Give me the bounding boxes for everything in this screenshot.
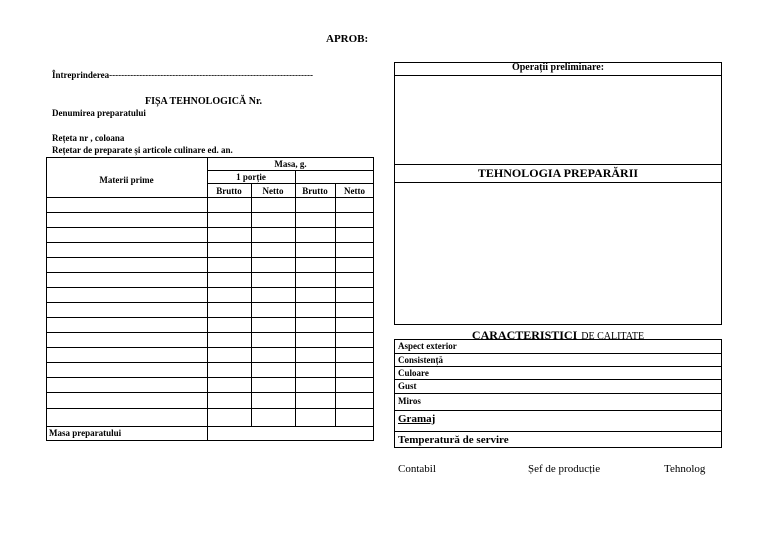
header-divider <box>207 170 374 171</box>
quality-smell: Miros <box>398 396 421 406</box>
table-row <box>46 362 374 363</box>
quality-consistency: Consistență <box>398 355 444 365</box>
portion-header: 1 porție <box>236 172 266 182</box>
column-divider <box>335 183 336 426</box>
quality-color: Culoare <box>398 368 429 378</box>
table-row <box>46 257 374 258</box>
preliminary-ops-title: Operații preliminare: <box>511 62 605 73</box>
column-divider <box>251 183 252 426</box>
table-row <box>46 272 374 273</box>
brutto-header: Brutto <box>216 186 242 196</box>
header-divider <box>207 183 374 184</box>
table-row <box>394 393 722 394</box>
product-name-label: Denumirea preparatului <box>52 108 146 118</box>
netto-header: Netto <box>344 186 365 196</box>
column-divider <box>295 170 296 426</box>
table-row <box>46 242 374 243</box>
quality-taste: Gust <box>398 381 417 391</box>
recipe-line: Rețeta nr , coloana <box>52 133 125 143</box>
quality-title-rest: DE CALITATE <box>581 331 645 342</box>
brutto-header: Brutto <box>302 186 328 196</box>
materials-column-divider <box>207 157 208 441</box>
table-row <box>46 212 374 213</box>
serving-temp-label: Temperatură de servire <box>398 434 509 446</box>
table-row <box>46 392 374 393</box>
table-row <box>46 347 374 348</box>
header-divider <box>46 197 374 198</box>
materials-header: Materii prime <box>99 175 154 185</box>
table-row <box>46 317 374 318</box>
mass-header: Masa, g. <box>274 159 307 169</box>
section-divider <box>394 164 722 165</box>
table-row <box>394 431 722 432</box>
netto-header: Netto <box>262 186 284 196</box>
header-divider <box>394 75 722 76</box>
sheet-title: FIȘA TEHNOLOGICĂ Nr. <box>145 96 262 107</box>
table-row <box>394 366 722 367</box>
gramaj-label: Gramaj <box>398 413 436 425</box>
total-mass-label: Masa preparatului <box>49 428 122 438</box>
table-row <box>46 227 374 228</box>
table-row <box>46 426 374 427</box>
table-row <box>394 379 722 380</box>
ingredients-table-border <box>46 157 374 441</box>
approve-label: APROB: <box>326 33 369 45</box>
technology-box <box>394 62 722 325</box>
technology-title: TEHNOLOGIA PREPARĂRII <box>477 166 639 180</box>
table-row <box>46 287 374 288</box>
quality-title-bold: CARACTERISTICI <box>471 328 578 342</box>
table-row <box>394 410 722 411</box>
table-row <box>46 332 374 333</box>
table-row <box>46 377 374 378</box>
enterprise-line: Întreprinderea-------------------------------------------------------------------- <box>52 70 313 80</box>
signature-accountant: Contabil <box>398 463 436 475</box>
table-row <box>46 408 374 409</box>
signature-production-chief: Șef de producție <box>528 463 601 475</box>
signature-technologist: Tehnolog <box>664 463 706 475</box>
recipe-book-line: Rețetar de preparate și articole culinare ed. an. <box>52 145 233 155</box>
table-row <box>394 353 722 354</box>
section-divider <box>394 182 722 183</box>
quality-aspect: Aspect exterior <box>398 341 457 351</box>
table-row <box>46 302 374 303</box>
